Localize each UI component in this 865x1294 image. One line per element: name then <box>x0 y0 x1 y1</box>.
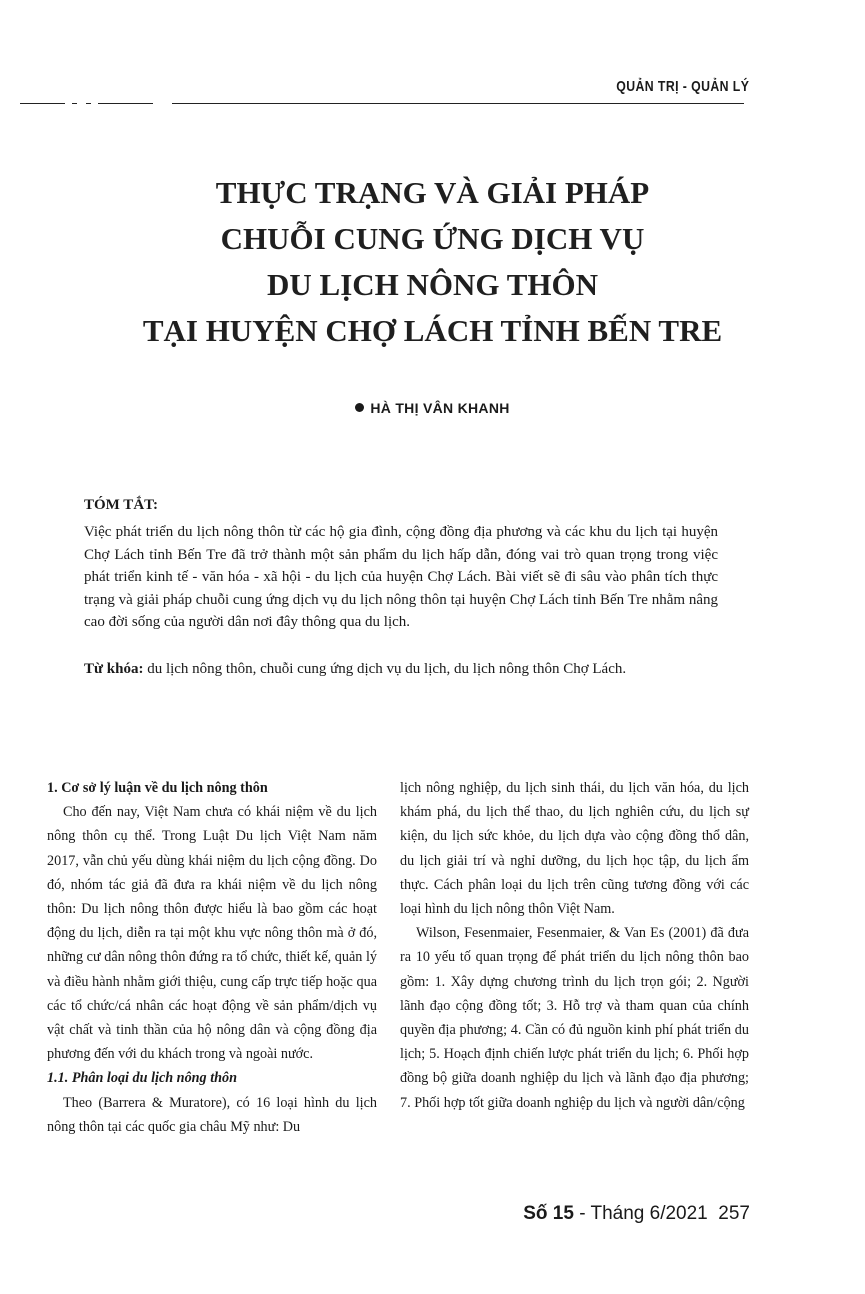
paragraph-1: Cho đến nay, Việt Nam chưa có khái niệm về du lịch nông thôn cụ thể. Trong Luật Du lịch Việt Nam năm 2017, vẫn chủ yếu dùng khái niệm du lịch cộng đồng. Do đó, nhóm tác giả đã đưa ra khái niệm về du lịch nông thôn: Du lịch nông thôn được hiểu là bao gồm các hoạt động du lịch, diễn ra tại một khu vực nông thôn mà ở đó, những cư dân nông thôn đứng ra tổ chức, thiết kế, quản lý và điều hành nhằm giới thiệu, cung cấp trực tiếp hoặc qua các tổ chức/cá nhân các hoạt động về sản phẩm/dịch vụ vật chất và tinh thần của hộ nông dân và cộng đồng địa phương đến với du khách trong và ngoài nước. <box>47 804 377 1063</box>
page-footer <box>523 1203 750 1225</box>
title-line-3: DU LỊCH NÔNG THÔN <box>267 267 598 302</box>
section-label: QUẢN TRỊ - QUẢN LÝ <box>615 78 749 95</box>
section-heading: 1. Cơ sở lý luận về du lịch nông thôn <box>47 780 268 796</box>
column-left <box>47 776 377 1139</box>
issue-date: Tháng 6/2021 <box>590 1203 708 1224</box>
title-line-2: CHUỖI CUNG ỨNG DỊCH VỤ <box>220 221 645 256</box>
title-line-4: TẠI HUYỆN CHỢ LÁCH TỈNH BẾN TRE <box>142 313 723 348</box>
keywords-label: Từ khóa: <box>84 661 144 677</box>
keywords <box>84 658 724 680</box>
footer-separator: - <box>573 1203 591 1224</box>
header-rule-3 <box>86 103 91 104</box>
subsection-heading: 1.1. Phân loại du lịch nông thôn <box>47 1070 238 1087</box>
column-right <box>400 776 749 1115</box>
title-line-1: THỰC TRẠNG VÀ GIẢI PHÁP <box>215 175 650 210</box>
abstract-heading: TÓM TẮT: <box>84 497 159 513</box>
author-line <box>0 400 865 416</box>
article-title <box>60 170 805 354</box>
bullet-icon <box>355 403 364 412</box>
page-number: 257 <box>718 1203 750 1224</box>
header-rule-4 <box>98 103 153 104</box>
header-rule-5 <box>172 103 744 104</box>
header-rule-1 <box>20 103 65 104</box>
abstract-text: Việc phát triển du lịch nông thôn từ các hộ gia đình, cộng đồng địa phương và các khu du lịch tại huyện Chợ Lách tỉnh Bến Tre đã trở thành một sản phẩm du lịch hấp dẫn, đóng vai trò quan trọng trong việc phát triển kinh tế - văn hóa - xã hội - du lịch của huyện Chợ Lách. Bài viết sẽ đi sâu vào phân tích thực trạng và giải pháp chuỗi cung ứng dịch vụ du lịch nông thôn tại huyện Chợ Lách tỉnh Bến Tre nhằm nâng cao đời sống của người dân nơi đây thông qua du lịch. <box>84 524 718 630</box>
abstract-body <box>84 521 718 634</box>
header-rule-2 <box>72 103 77 104</box>
keywords-text: du lịch nông thôn, chuỗi cung ứng dịch vụ du lịch, du lịch nông thôn Chợ Lách. <box>143 661 627 677</box>
paragraph-3: Wilson, Fesenmaier, Fesenmaier, & Van Es (2001) đã đưa ra 10 yếu tố quan trọng để phát triển du lịch nông thôn bao gồm: 1. Xây dựng chương trình du lịch trọn gói; 2. Người lãnh đạo cộng đồng tốt; 3. Hỗ trợ và tham quan của chính quyền địa phương; 4. Cần có đủ nguồn kinh phí phát triển du lịch; 5. Hoạch định chiến lược phát triển du lịch; 6. Phối hợp đồng bộ giữa doanh nghiệp du lịch và lãnh đạo địa phương; 7. Phối hợp tốt giữa doanh nghiệp du lịch và người dân/cộng <box>400 925 749 1111</box>
paragraph-2: Theo (Barrera & Muratore), có 16 loại hình du lịch nông thôn tại các quốc gia châu Mỹ như: Du <box>47 1094 377 1135</box>
author-name: HÀ THỊ VÂN KHANH <box>370 400 510 416</box>
issue-number: Số 15 <box>523 1203 574 1224</box>
paragraph-2-continued: lịch nông nghiệp, du lịch sinh thái, du lịch văn hóa, du lịch khám phá, du lịch thể thao, du lịch nghiên cứu, du lịch sự kiện, du lịch sức khỏe, du lịch dựa vào cộng đồng thổ dân, du lịch giải trí và nghỉ dưỡng, du lịch học tập, du lịch ẩm thực. Cách phân loại du lịch trên cũng tương đồng với các loại hình du lịch nông thôn Việt Nam. <box>400 780 749 918</box>
